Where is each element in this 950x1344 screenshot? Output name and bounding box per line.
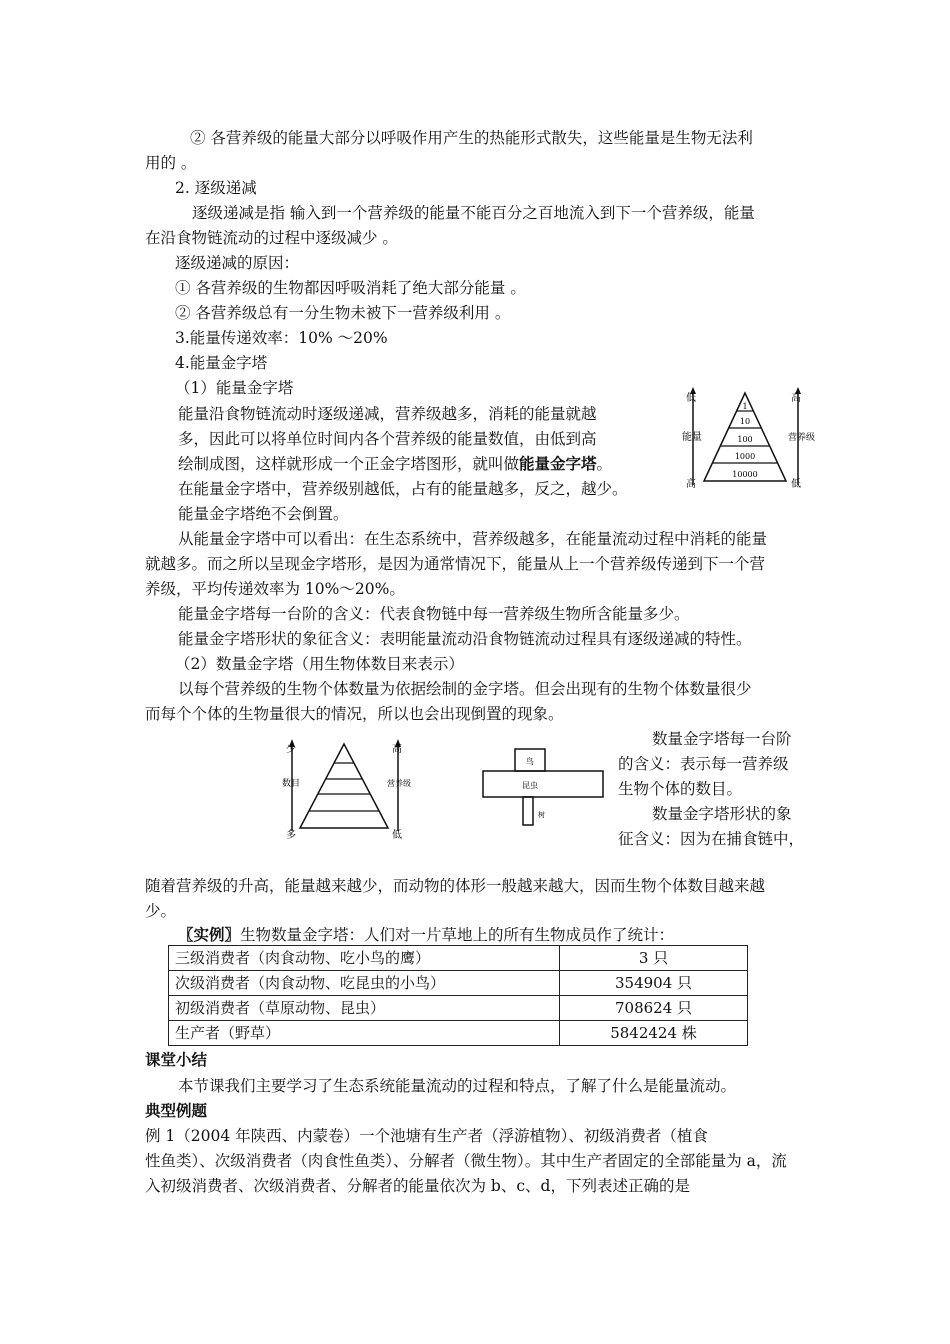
para-line: ② 各营养级总有一分生物未被下一营养级利用 。 (175, 304, 511, 322)
bird-level-label: 鸟 (526, 757, 534, 766)
count-axis-label: 数目 (282, 779, 301, 789)
para-line: ② 各营养级的能量大部分以呼吸作用产生的热能形式散失，这些能量是生物无法利 (190, 129, 753, 147)
example-question-line: 入初级消费者、次级消费者、分解者的能量依次为 b、c、d，下列表述正确的是 (145, 1177, 690, 1195)
section-heading: 2. 逐级递减 (175, 179, 257, 197)
para-line: 养级，平均传递效率为 10%～20%。 (145, 580, 405, 598)
energy-axis-bottom: 高 (686, 479, 696, 490)
para-line: 从能量金字塔中可以看出：在生态系统中，营养级越多，在能量流动过程中消耗的能量 (178, 530, 768, 548)
para-line: 数量金字塔形状的象 (652, 805, 792, 823)
para-line: ① 各营养级的生物都因呼吸消耗了绝大部分能量 。 (175, 279, 526, 297)
para-line: 征含义：因为在捕食链中， (618, 830, 805, 848)
para-line: 生物个体的数目。 (618, 780, 743, 798)
para-line: 能量金字塔绝不会倒置。 (178, 505, 349, 523)
count-axis-bottom: 多 (286, 830, 296, 841)
para-line: 逐级递减是指 输入到一个营养级的能量不能百分之百地流入到下一个营养级，能量 (192, 204, 755, 222)
table-cell-value: 708624 只 (560, 996, 748, 1021)
section-heading: 3.能量传递效率：10% ～20% (175, 329, 388, 347)
table-cell-value: 3 只 (560, 946, 748, 971)
table-cell-name: 次级消费者（肉食动物、吃昆虫的小鸟） (169, 971, 560, 996)
table-row (169, 996, 748, 1021)
para-line: 逐级递减的原因： (175, 254, 300, 272)
examples-title: 典型例题 (145, 1101, 208, 1120)
para-line: 能量金字塔形状的象征含义：表明能量流动沿食物链流动过程具有逐级递减的特性。 (178, 630, 752, 648)
para-line: 能量沿食物链流动时逐级递减，营养级越多，消耗的能量就越 (178, 405, 597, 423)
table-cell-name: 生产者（野草） (169, 1021, 560, 1046)
para-line: 就越多。而之所以呈现金字塔形，是因为通常情况下，能量从上一个营养级传递到下一个营 (145, 555, 766, 573)
subsection-heading: （1）能量金字塔 (175, 379, 294, 397)
trophic-axis-bottom: 低 (392, 830, 402, 841)
energy-level-5: 10000 (732, 470, 758, 479)
para-line: 在能量金字塔中，营养级别越低，占有的能量越多，反之，越少。 (178, 480, 628, 498)
energy-level-4: 1000 (734, 452, 756, 461)
term-energy-pyramid: 能量金字塔 (519, 454, 597, 473)
example-question-line: 性鱼类）、次级消费者（肉食性鱼类）、分解者（微生物）。其中生产者固定的全部能量为 a，流 (145, 1152, 787, 1170)
table-cell-name: 初级消费者（草原动物、昆虫） (169, 996, 560, 1021)
number-pyramid-figure (282, 736, 412, 842)
insect-level-label: 昆虫 (522, 781, 538, 790)
trophic-axis-bottom: 低 (791, 479, 801, 490)
para-line: 以每个营养级的生物个体数量为依据绘制的金字塔。但会出现有的生物个体数量很少 (178, 680, 752, 698)
para-line: 随着营养级的升高，能量越来越少，而动物的体形一般越来越大，因而生物个体数目越来越 (145, 877, 766, 895)
energy-axis-top: 低 (686, 393, 696, 404)
table-row (169, 971, 748, 996)
trophic-axis-label: 营养级 (788, 433, 816, 443)
trophic-axis-top: 高 (791, 393, 801, 404)
para-line: 在沿食物链流动的过程中逐级减少 。 (145, 229, 398, 247)
para-line: 少。 (145, 902, 177, 920)
para-line: 的含义：表示每一营养级 (618, 755, 789, 773)
energy-level-1: 1 (742, 402, 748, 411)
energy-level-2: 10 (739, 417, 751, 426)
table-cell-value: 354904 只 (560, 971, 748, 996)
para-line: 用的 。 (145, 154, 197, 172)
para-line: 而每个个体的生物量很大的情况，所以也会出现倒置的现象。 (145, 705, 564, 723)
table-row (169, 1021, 748, 1046)
trophic-axis-label: 营养级 (387, 779, 411, 788)
count-axis-top: 少 (286, 744, 296, 755)
example-label: 〖实例〗 (178, 925, 241, 944)
population-table (168, 945, 748, 1046)
tree-level-label: 树 (538, 811, 545, 819)
para-line: 能量金字塔每一台阶的含义：代表食物链中每一营养级生物所含能量多少。 (178, 605, 690, 623)
energy-level-3: 100 (737, 435, 753, 444)
summary-text: 本节课我们主要学习了生态系统能量流动的过程和特点，了解了什么是能量流动。 (178, 1077, 737, 1095)
trophic-axis-top: 高 (392, 744, 402, 755)
example-caption: 〖实例〗生物数量金字塔：人们对一片草地上的所有生物成员作了统计： (178, 925, 675, 944)
para-line: 绘制成图，这样就形成一个正金字塔图形，就叫做能量金字塔。 (178, 454, 613, 473)
inverted-number-pyramid-figure (478, 745, 608, 831)
para-line: 多，因此可以将单位时间内各个营养级的能量数值，由低到高 (178, 430, 597, 448)
example-question-line: 例 1（2004 年陕西、内蒙卷）一个池塘有生产者（浮游植物）、初级消费者（植食 (145, 1127, 708, 1145)
energy-pyramid-figure (682, 385, 816, 495)
para-line: 数量金字塔每一台阶 (652, 730, 792, 748)
subsection-heading: （2）数量金字塔（用生物体数目来表示） (175, 655, 464, 673)
table-row (169, 946, 748, 971)
section-heading: 4.能量金字塔 (175, 354, 268, 372)
table-cell-name: 三级消费者（肉食动物、吃小鸟的鹰） (169, 946, 560, 971)
table-cell-value: 5842424 株 (560, 1021, 748, 1046)
energy-axis-label: 能量 (682, 432, 702, 443)
summary-title: 课堂小结 (145, 1050, 208, 1069)
